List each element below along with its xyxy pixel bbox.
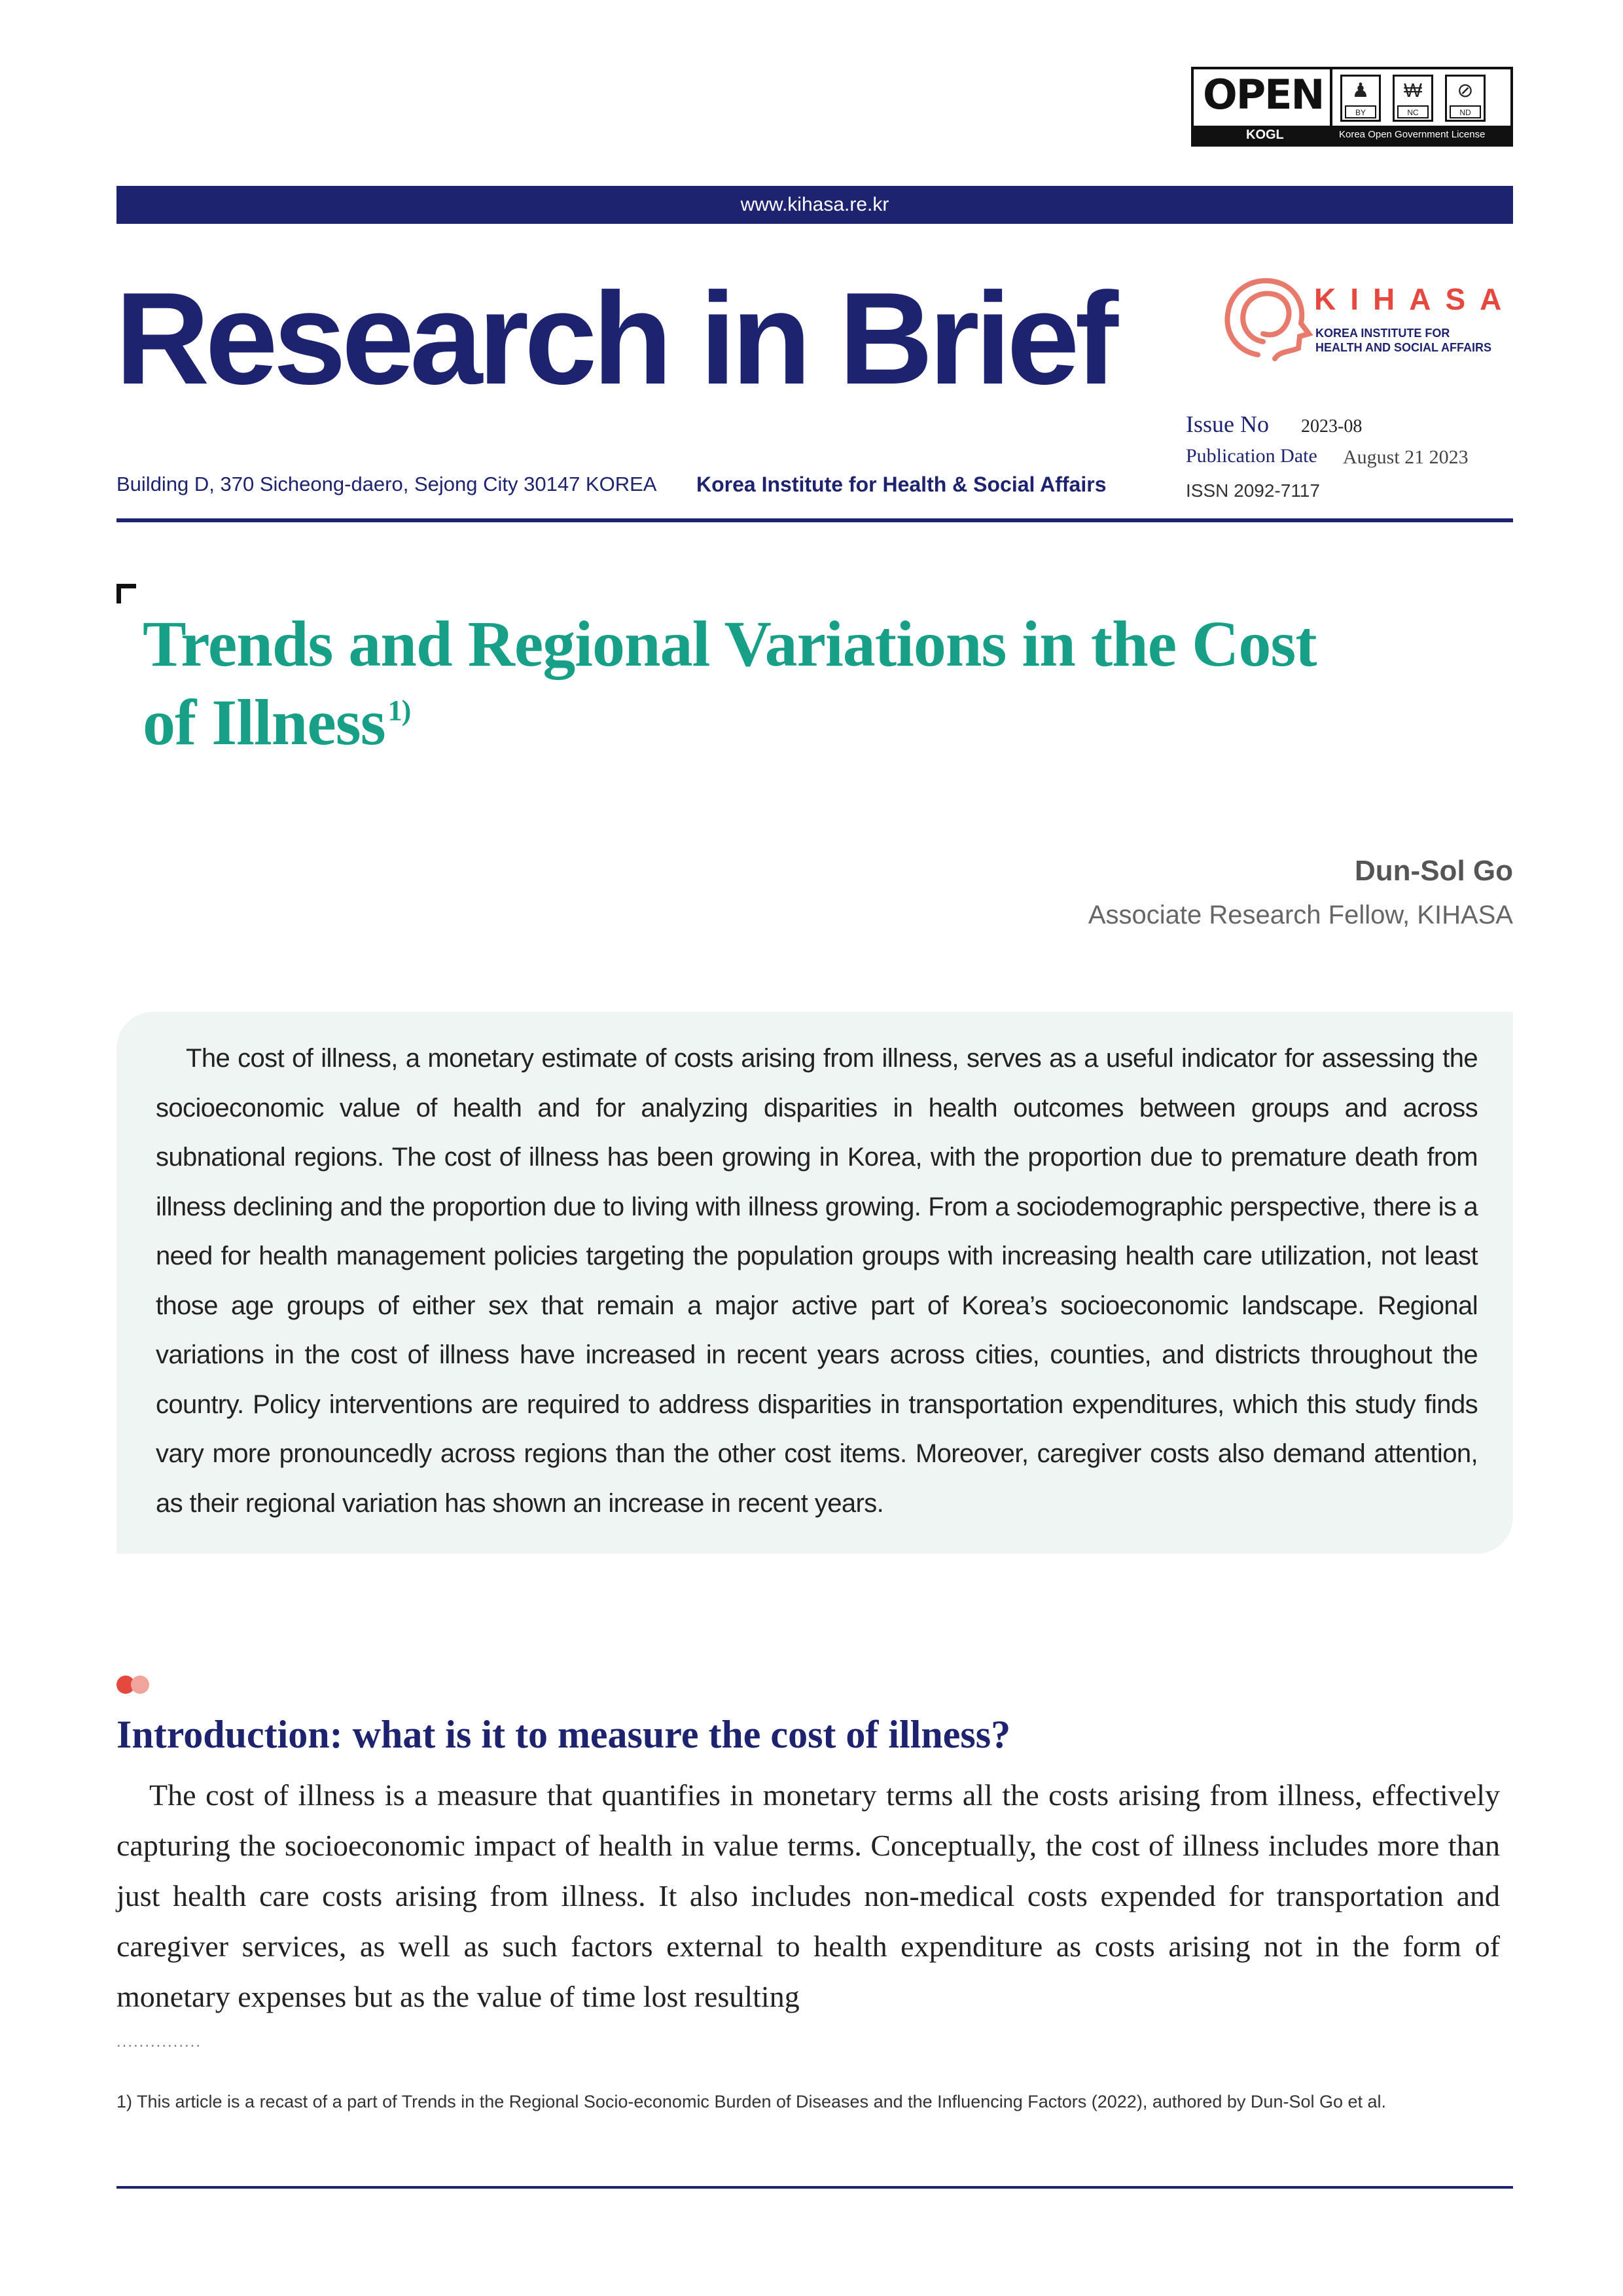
person-icon: ♟ (1351, 80, 1370, 101)
no-derivatives-icon: ⊘ (1457, 80, 1474, 101)
footnote-text: 1) This article is a recast of a part of Trends in the Regional Socio-economic Burden of Diseases and the Influencing Factors (2022), authored by Dun-Sol Go et al. (116, 2092, 1387, 2111)
issn: ISSN 2092-7117 (1186, 480, 1320, 501)
author-name: Dun-Sol Go (1355, 855, 1513, 887)
kihasa-subtitle-line2: HEALTH AND SOCIAL AFFAIRS (1315, 341, 1491, 354)
header-divider (116, 518, 1513, 522)
license-code: ND (1450, 105, 1481, 118)
license-item-by (1340, 75, 1381, 122)
article-title-line1: Trends and Regional Variations in the Cost (143, 607, 1317, 680)
open-label: OPEN (1203, 71, 1324, 118)
license-item-nc (1393, 75, 1433, 122)
license-code: NC (1397, 105, 1429, 118)
website-link[interactable]: www.kihasa.re.kr (740, 194, 889, 215)
section-body: The cost of illness is a measure that quantifies in monetary terms all the costs arising from illness, effectively capturing the socioeconomic impact of health in value terms. Conceptually, the cost of illness includes more than just health care costs arising from illness. It also includes non-medical costs expended for transportation and caregiver services, as well as such factors external to health expenditure as costs arising not in the form of monetary expenses but as the value of time lost resulting (116, 1778, 1500, 2013)
kogl-label: KOGL (1246, 128, 1284, 142)
kogl-license-badge (1191, 67, 1513, 147)
marker-dot (131, 1676, 149, 1694)
author-role: Associate Research Fellow, KIHASA (1088, 901, 1513, 929)
title-corner-mark (116, 584, 136, 603)
issue-no-label: Issue No (1186, 411, 1269, 437)
footnote-separator: ............... (116, 2033, 202, 2051)
publication-date-label: Publication Date (1186, 445, 1317, 467)
kihasa-wordmark: KIHASA (1314, 282, 1516, 316)
masthead-title: Research in Brief (115, 266, 1115, 412)
no-commercial-icon: ₩ (1403, 80, 1423, 101)
license-item-nd (1445, 75, 1486, 122)
license-code: BY (1345, 105, 1376, 118)
website-band (116, 186, 1513, 224)
institute-address: Building D, 370 Sicheong-daero, Sejong City 30147 KOREA (116, 473, 657, 495)
institute-name: Korea Institute for Health & Social Affairs (696, 473, 1107, 496)
article-title-line2 (143, 686, 411, 759)
title-footnote-mark[interactable]: 1) (387, 694, 411, 726)
publication-date-value: August 21 2023 (1343, 446, 1469, 468)
footer-divider (116, 2186, 1513, 2189)
section-heading: Introduction: what is it to measure the cost of illness? (116, 1713, 1011, 1756)
kihasa-subtitle-line1: KOREA INSTITUTE FOR (1315, 327, 1450, 340)
abstract-text: The cost of illness, a monetary estimate of costs arising from illness, serves as a useful indicator for assessing the socioeconomic value of health and for analyzing disparities in health outcomes between groups and across subnational regions. The cost of illness has been growing in Korea, with the proportion due to premature death from illness declining and the proportion due to living with illness growing. From a sociodemographic perspective, there is a need for health management policies targeting the population groups with increasing health care utilization, not least those age groups of either sex that remain a major active part of Korea’s socioeconomic landscape. Regional variations in the cost of illness have increased in recent years across cities, counties, and districts throughout the country. Policy interventions are required to address disparities in transportation expenditures, which this study finds vary more pronouncedly across regions than the other cost items. Moreover, caregiver costs also demand attention, as their regional variation has shown an increase in recent years. (156, 1044, 1478, 1518)
kogl-bar (1194, 126, 1510, 144)
issue-no-value: 2023-08 (1301, 416, 1363, 437)
badge-divider (1330, 69, 1332, 131)
kogl-full-name: Korea Open Government License (1339, 129, 1486, 140)
title-text: of Illness (143, 686, 385, 759)
